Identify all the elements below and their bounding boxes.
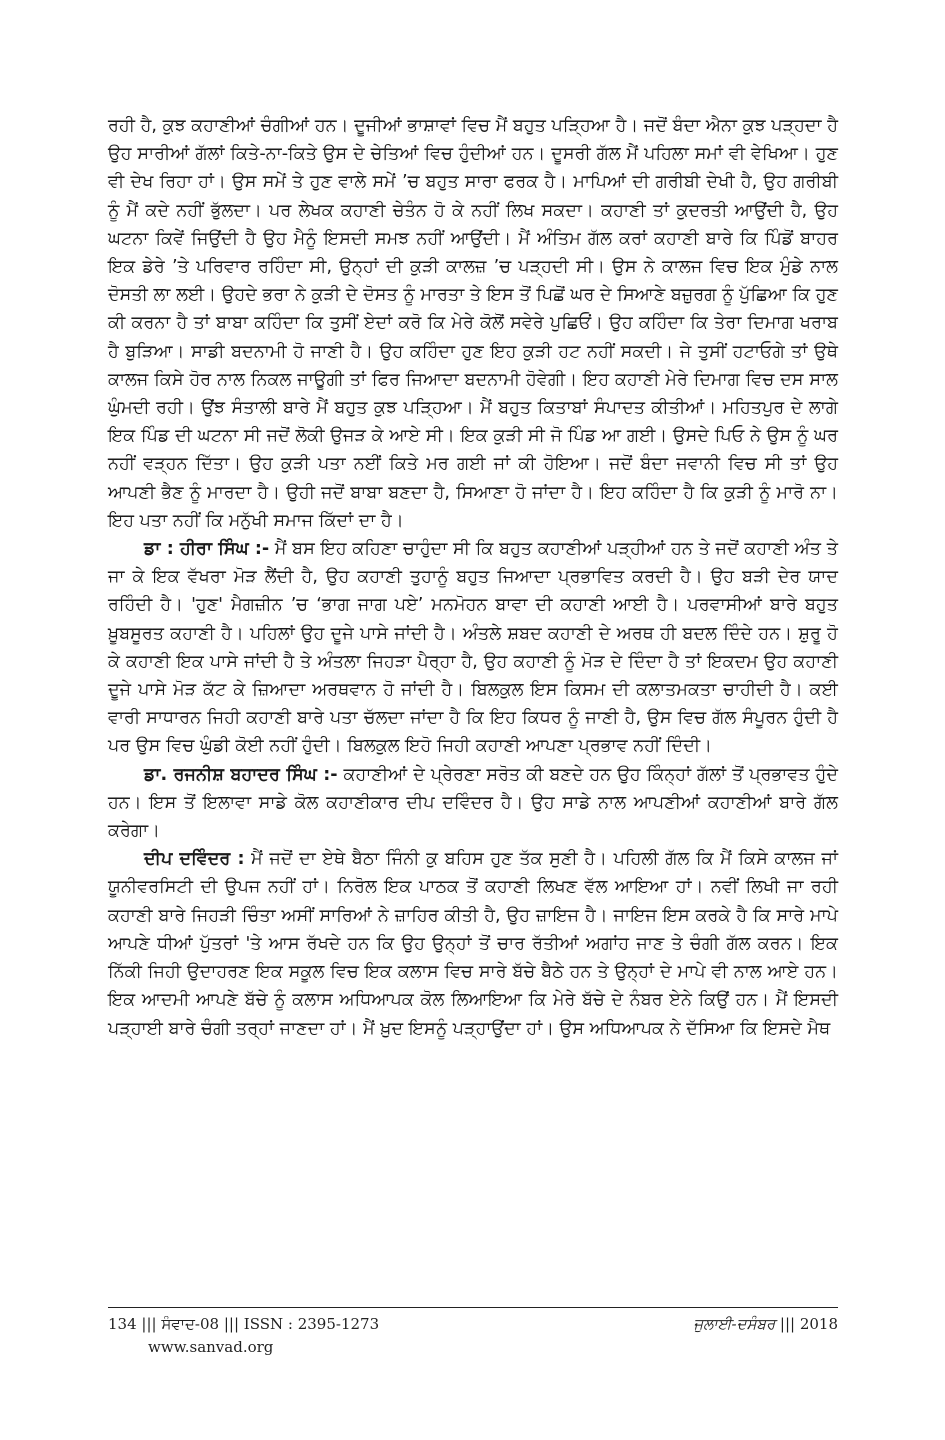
speaker-name: ਦੀਪ ਦਵਿੰਦਰ : bbox=[144, 849, 245, 870]
speaker-name: ਡਾ. ਰਜਨੀਸ਼ ਬਹਾਦਰ ਸਿੰਘ :- bbox=[144, 764, 338, 785]
paragraph-1: ਰਹੀ ਹੈ, ਕੁਝ ਕਹਾਣੀਆਂ ਚੰਗੀਆਂ ਹਨ। ਦੂਜੀਆਂ ਭਾਸ਼ਾਵਾਂ ਵਿਚ ਮੈਂ ਬਹੁਤ ਪੜ੍ਹਿਆ ਹੈ। ਜਦੋਂ ਬੰਦਾ ਐਨਾ ਕੁਝ ਪੜ੍ਹਦਾ ਹੈ ਉਹ ਸਾਰੀਆਂ ਗੱਲਾਂ ਕਿਤੇ-ਨਾ-ਕਿਤੇ ਉਸ ਦੇ ਚੇਤਿਆਂ ਵਿਚ ਹੁੰਦੀਆਂ ਹਨ। ਦੂਸਰੀ ਗੱਲ ਮੈਂ ਪਹਿਲਾ ਸਮਾਂ ਵੀ ਵੇਖਿਆ। ਹੁਣ ਵੀ ਦੇਖ ਰਿਹਾ ਹਾਂ। ਉਸ ਸਮੇਂ ਤੇ ਹੁਣ ਵਾਲੇ ਸਮੇਂ ’ਚ ਬਹੁਤ ਸਾਰਾ ਫਰਕ ਹੈ। ਮਾਪਿਆਂ ਦੀ ਗਰੀਬੀ ਦੇਖੀ ਹੈ, ਉਹ ਗਰੀਬੀ ਨੂੰ ਮੈਂ ਕਦੇ ਨਹੀਂ ਭੁੱਲਦਾ। ਪਰ ਲੇਖਕ ਕਹਾਣੀ ਚੇਤੰਨ ਹੋ ਕੇ ਨਹੀਂ ਲਿਖ ਸਕਦਾ। ਕਹਾਣੀ ਤਾਂ ਕੁਦਰਤੀ ਆਉਂਦੀ ਹੈ, ਉਹ ਘਟਨਾ ਕਿਵੇਂ ਜਿਉਂਦੀ ਹੈ ਉਹ ਮੈਨੂੰ ਇਸਦੀ ਸਮਝ ਨਹੀਂ ਆਉਂਦੀ। ਮੈਂ ਅੰਤਿਮ ਗੱਲ ਕਰਾਂ ਕਹਾਣੀ ਬਾਰੇ ਕਿ ਪਿੰਡੋਂ ਬਾਹਰ ਇਕ ਡੇਰੇ ’ਤੇ ਪਰਿਵਾਰ ਰਹਿੰਦਾ ਸੀ, ਉਨ੍ਹਾਂ ਦੀ ਕੁੜੀ ਕਾਲਜ਼ ’ਚ ਪੜ੍ਹਦੀ ਸੀ। ਉਸ ਨੇ ਕਾਲਜ ਵਿਚ ਇਕ ਮੁੰਡੇ ਨਾਲ ਦੋਸਤੀ ਲਾ ਲਈ। ਉਹਦੇ ਭਰਾ ਨੇ ਕੁੜੀ ਦੇ ਦੋਸਤ ਨੂੰ ਮਾਰਤਾ ਤੇ ਇਸ ਤੋਂ ਪਿਛੋਂ ਘਰ ਦੇ ਸਿਆਣੇ ਬਜ਼ੁਰਗ ਨੂੰ ਪੁੱਛਿਆ ਕਿ ਹੁਣ ਕੀ ਕਰਨਾ ਹੈ ਤਾਂ ਬਾਬਾ ਕਹਿੰਦਾ ਕਿ ਤੁਸੀਂ ਏਦਾਂ ਕਰੋ ਕਿ ਮੇਰੇ ਕੋਲੋਂ ਸਵੇਰੇ ਪੁਛਿਓਂ। ਉਹ ਕਹਿੰਦਾ ਕਿ ਤੇਰਾ ਦਿਮਾਗ ਖਰਾਬ ਹੈ ਬੁੜਿਆ। ਸਾਡੀ ਬਦਨਾਮੀ ਹੋ ਜਾਣੀ ਹੈ। ਉਹ ਕਹਿੰਦਾ ਹੁਣ ਇਹ ਕੁੜੀ ਹਟ ਨਹੀਂ ਸਕਦੀ। ਜੇ ਤੁਸੀਂ ਹਟਾਓਗੇ ਤਾਂ ਉਥੇ ਕਾਲਜ ਕਿਸੇ ਹੋਰ ਨਾਲ ਨਿਕਲ ਜਾਊਗੀ ਤਾਂ ਫਿਰ ਜਿਆਦਾ ਬਦਨਾਮੀ ਹੋਵੇਗੀ। ਇਹ ਕਹਾਣੀ ਮੇਰੇ ਦਿਮਾਗ ਵਿਚ ਦਸ ਸਾਲ ਘੁੰਮਦੀ ਰਹੀ। ਉਂਝ ਸੰਤਾਲੀ ਬਾਰੇ ਮੈਂ ਬਹੁਤ ਕੁਝ ਪੜ੍ਹਿਆ। ਮੈਂ ਬਹੁਤ ਕਿਤਾਬਾਂ ਸੰਪਾਦਤ ਕੀਤੀਆਂ। ਮਹਿਤਪੁਰ ਦੇ ਲਾਗੇ ਇਕ ਪਿੰਡ ਦੀ ਘਟਨਾ ਸੀ ਜਦੋਂ ਲੋਕੀ ਉਜੜ ਕੇ ਆਏ ਸੀ। ਇਕ ਕੁੜੀ ਸੀ ਜੋ ਪਿੰਡ ਆ ਗਈ। ਉਸਦੇ ਪਿਓ ਨੇ ਉਸ ਨੂੰ ਘਰ ਨਹੀਂ ਵੜ੍ਹਨ ਦਿੱਤਾ। ਉਹ ਕੁੜੀ ਪਤਾ ਨਈਂ ਕਿਤੇ ਮਰ ਗਈ ਜਾਂ ਕੀ ਹੋਇਆ। ਜਦੋਂ ਬੰਦਾ ਜਵਾਨੀ ਵਿਚ ਸੀ ਤਾਂ ਉਹ ਆਪਣੀ ਭੈਣ ਨੂੰ ਮਾਰਦਾ ਹੈ। ਉਹੀ ਜਦੋਂ ਬਾਬਾ ਬਣਦਾ ਹੈ, ਸਿਆਣਾ ਹੋ ਜਾਂਦਾ ਹੈ। ਇਹ ਕਹਿੰਦਾ ਹੈ ਕਿ ਕੁੜੀ ਨੂੰ ਮਾਰੋ ਨਾ। ਇਹ ਪਤਾ ਨਹੀਂ ਕਿ ਮਨੁੱਖੀ ਸਮਾਜ ਕਿੱਦਾਂ ਦਾ ਹੈ। bbox=[108, 116, 838, 531]
speaker-name: ਡਾ : ਹੀਰਾ ਸਿੰਘ :- bbox=[144, 539, 270, 560]
article-body bbox=[108, 112, 838, 1043]
paragraph-3 bbox=[108, 761, 838, 846]
speech-text: ਮੈਂ ਜਦੋਂ ਦਾ ਏਥੇ ਬੈਠਾ ਜਿੰਨੀ ਕੁ ਬਹਿਸ ਹੁਣ ਤੱਕ ਸੁਣੀ ਹੈ। ਪਹਿਲੀ ਗੱਲ ਕਿ ਮੈਂ ਕਿਸੇ ਕਾਲਜ ਜਾਂ ਯੂਨੀਵਰਸਿਟੀ ਦੀ ਉਪਜ ਨਹੀਂ ਹਾਂ। ਨਿਰੋਲ ਇਕ ਪਾਠਕ ਤੋਂ ਕਹਾਣੀ ਲਿਖਣ ਵੱਲ ਆਇਆ ਹਾਂ। ਨਵੀਂ ਲਿਖੀ ਜਾ ਰਹੀ ਕਹਾਣੀ ਬਾਰੇ ਜਿਹੜੀ ਚਿੰਤਾ ਅਸੀਂ ਸਾਰਿਆਂ ਨੇ ਜ਼ਾਹਿਰ ਕੀਤੀ ਹੈ, ਉਹ ਜ਼ਾਇਜ ਹੈ। ਜਾਇਜ ਇਸ ਕਰਕੇ ਹੈ ਕਿ ਸਾਰੇ ਮਾਪੇ ਆਪਣੇ ਧੀਆਂ ਪੁੱਤਰਾਂ 'ਤੇ ਆਸ ਰੱਖਦੇ ਹਨ ਕਿ ਉਹ ਉਨ੍ਹਾਂ ਤੋਂ ਚਾਰ ਰੱਤੀਆਂ ਅਗਾਂਹ ਜਾਣ ਤੇ ਚੰਗੀ ਗੱਲ ਕਰਨ। ਇਕ ਨਿੱਕੀ ਜਿਹੀ ਉਦਾਹਰਣ ਇਕ ਸਕੂਲ ਵਿਚ ਇਕ ਕਲਾਸ ਵਿਚ ਸਾਰੇ ਬੱਚੇ ਬੈਠੇ ਹਨ ਤੇ ਉਨ੍ਹਾਂ ਦੇ ਮਾਪੇ ਵੀ ਨਾਲ ਆਏ ਹਨ। ਇਕ ਆਦਮੀ ਆਪਣੇ ਬੱਚੇ ਨੂੰ ਕਲਾਸ ਅਧਿਆਪਕ ਕੋਲ ਲਿਆਇਆ ਕਿ ਮੇਰੇ ਬੱਚੇ ਦੇ ਨੰਬਰ ਏਨੇ ਕਿਉਂ ਹਨ। ਮੈਂ ਇਸਦੀ ਪੜ੍ਹਾਈ ਬਾਰੇ ਚੰਗੀ ਤਰ੍ਹਾਂ ਜਾਣਦਾ ਹਾਂ। ਮੈਂ ਖ਼ੁਦ ਇਸਨੂੰ ਪੜ੍ਹਾਉਂਦਾ ਹਾਂ। ਉਸ ਅਧਿਆਪਕ ਨੇ ਦੱਸਿਆ ਕਿ ਇਸਦੇ ਮੈਥ bbox=[108, 849, 838, 1039]
footer-issue-date bbox=[693, 1315, 838, 1333]
paragraph-2 bbox=[108, 535, 838, 761]
footer-month: ਜੁਲਾਈ-ਦਸੰਬਰ bbox=[693, 1315, 776, 1333]
footer-page-info: 134 ||| ਸੰਵਾਦ-08 ||| ISSN : 2395-1273 bbox=[108, 1315, 380, 1333]
footer-divider bbox=[108, 1307, 838, 1308]
footer-website-link[interactable]: www.sanvad.org bbox=[148, 1338, 274, 1356]
paragraph-4 bbox=[108, 845, 838, 1042]
speech-text: ਮੈਂ ਬਸ ਇਹ ਕਹਿਣਾ ਚਾਹੁੰਦਾ ਸੀ ਕਿ ਬਹੁਤ ਕਹਾਣੀਆਂ ਪੜ੍ਹੀਆਂ ਹਨ ਤੇ ਜਦੋਂ ਕਹਾਣੀ ਅੰਤ ਤੇ ਜਾ ਕੇ ਇਕ ਵੱਖਰਾ ਮੋੜ ਲੈਂਦੀ ਹੈ, ਉਹ ਕਹਾਣੀ ਤੁਹਾਨੂੰ ਬਹੁਤ ਜਿਆਦਾ ਪ੍ਰਭਾਵਿਤ ਕਰਦੀ ਹੈ। ਉਹ ਬੜੀ ਦੇਰ ਯਾਦ ਰਹਿੰਦੀ ਹੈ। 'ਹੁਣ' ਮੈਗਜ਼ੀਨ ’ਚ ‘ਭਾਗ ਜਾਗ ਪਏ’ ਮਨਮੋਹਨ ਬਾਵਾ ਦੀ ਕਹਾਣੀ ਆਈ ਹੈ। ਪਰਵਾਸੀਆਂ ਬਾਰੇ ਬਹੁਤ ਖ਼ੂਬਸੂਰਤ ਕਹਾਣੀ ਹੈ। ਪਹਿਲਾਂ ਉਹ ਦੂਜੇ ਪਾਸੇ ਜਾਂਦੀ ਹੈ। ਅੰਤਲੇ ਸ਼ਬਦ ਕਹਾਣੀ ਦੇ ਅਰਥ ਹੀ ਬਦਲ ਦਿੰਦੇ ਹਨ। ਸ਼ੁਰੂ ਹੋ ਕੇ ਕਹਾਣੀ ਇਕ ਪਾਸੇ ਜਾਂਦੀ ਹੈ ਤੇ ਅੰਤਲਾ ਜਿਹੜਾ ਪੈਰ੍ਹਾ ਹੈ, ਉਹ ਕਹਾਣੀ ਨੂੰ ਮੋੜ ਦੇ ਦਿੰਦਾ ਹੈ ਤਾਂ ਇਕਦਮ ਉਹ ਕਹਾਣੀ ਦੂਜੇ ਪਾਸੇ ਮੋੜ ਕੱਟ ਕੇ ਜ਼ਿਆਦਾ ਅਰਥਵਾਨ ਹੋ ਜਾਂਦੀ ਹੈ। ਬਿਲਕੁਲ ਇਸ ਕਿਸਮ ਦੀ ਕਲਾਤਮਕਤਾ ਚਾਹੀਦੀ ਹੈ। ਕਈ ਵਾਰੀ ਸਾਧਾਰਨ ਜਿਹੀ ਕਹਾਣੀ ਬਾਰੇ ਪਤਾ ਚੱਲਦਾ ਜਾਂਦਾ ਹੈ ਕਿ ਇਹ ਕਿਧਰ ਨੂੰ ਜਾਣੀ ਹੈ, ਉਸ ਵਿਚ ਗੱਲ ਸੰਪੂਰਨ ਹੁੰਦੀ ਹੈ ਪਰ ਉਸ ਵਿਚ ਘੁੰਡੀ ਕੋਈ ਨਹੀਂ ਹੁੰਦੀ। ਬਿਲਕੁਲ ਇਹੋ ਜਿਹੀ ਕਹਾਣੀ ਆਪਣਾ ਪ੍ਰਭਾਵ ਨਹੀਂ ਦਿੰਦੀ। bbox=[108, 539, 838, 757]
footer-year: ||| 2018 bbox=[775, 1315, 838, 1333]
speech-text: ਕਹਾਣੀਆਂ ਦੇ ਪ੍ਰੇਰਣਾ ਸਰੋਤ ਕੀ ਬਣਦੇ ਹਨ ਉਹ ਕਿੰਨ੍ਹਾਂ ਗੱਲਾਂ ਤੋਂ ਪ੍ਰਭਾਵਤ ਹੁੰਦੇ ਹਨ। ਇਸ ਤੋਂ ਇਲਾਵਾ ਸਾਡੇ ਕੋਲ ਕਹਾਣੀਕਾਰ ਦੀਪ ਦਵਿੰਦਰ ਹੈ। ਉਹ ਸਾਡੇ ਨਾਲ ਆਪਣੀਆਂ ਕਹਾਣੀਆਂ ਬਾਰੇ ਗੱਲ ਕਰੇਗਾ। bbox=[108, 764, 838, 842]
